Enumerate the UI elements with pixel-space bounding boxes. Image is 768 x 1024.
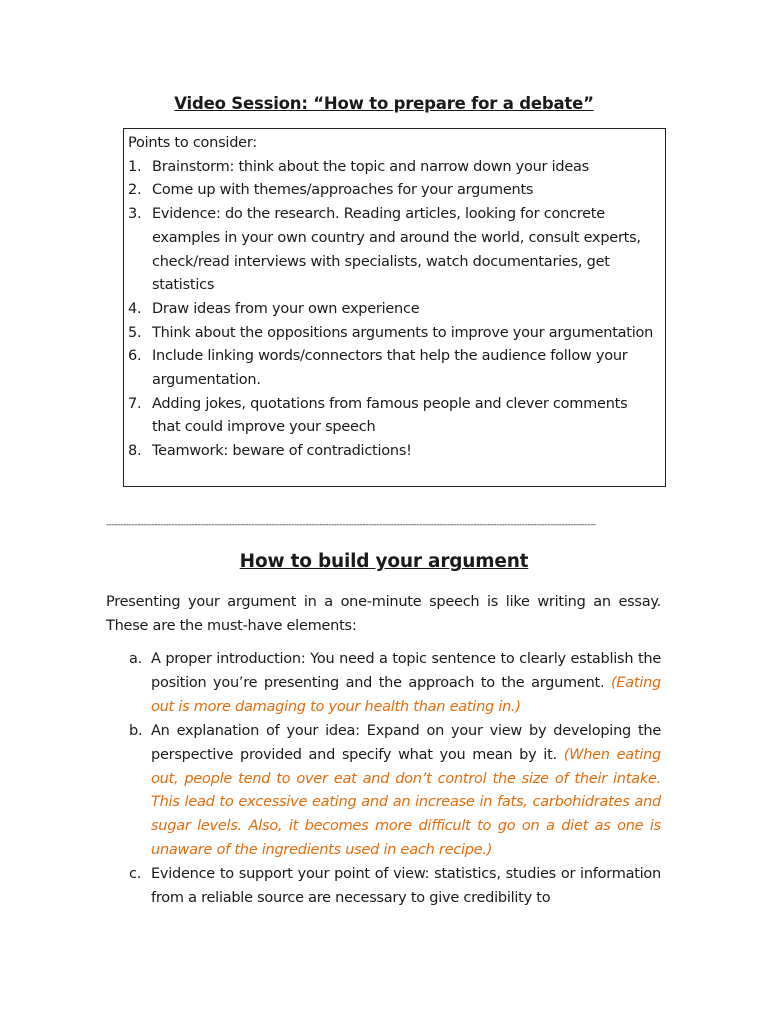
element-letter: b.	[129, 722, 143, 739]
point-text: Come up with themes/approaches for your arguments	[152, 182, 534, 199]
point-item	[128, 322, 665, 346]
intro-paragraph: Presenting your argument in a one-minute speech is like writing an essay. These are the must-have elements:	[106, 594, 661, 634]
point-item	[128, 298, 665, 322]
point-number: 5.	[128, 324, 142, 341]
point-text: Adding jokes, quotations from famous people and clever comments that could improve your speech	[152, 395, 628, 436]
point-number: 2.	[128, 182, 142, 199]
section-divider: ----------------------------------------------------------------------------------------------------------------------------------------------------------------------------	[106, 520, 596, 530]
elements-list	[106, 648, 661, 911]
point-text: Brainstorm: think about the topic and narrow down your ideas	[152, 158, 589, 175]
element-letter: c.	[129, 866, 142, 883]
point-number: 6.	[128, 348, 142, 365]
element-item	[106, 720, 661, 863]
points-list	[128, 156, 665, 464]
point-number: 3.	[128, 206, 142, 223]
points-box	[123, 128, 666, 487]
element-text: Evidence to support your point of view: statistics, studies or information from a reliable source are necessary to give credibility to	[151, 866, 661, 907]
point-text: Evidence: do the research. Reading articles, looking for concrete examples in your own country and around the world, consult experts, check/read interviews with specialists, watch documentaries, get statistics	[152, 206, 641, 294]
element-text: An explanation of your idea: Expand on your view by developing the perspective provided and specify what you mean by it.	[151, 722, 661, 763]
element-text: A proper introduction: You need a topic sentence to clearly establish the position you’re presenting and the approach to the argument.	[151, 651, 661, 691]
point-item	[128, 203, 665, 298]
video-session-title: Video Session: “How to prepare for a debate”	[174, 94, 594, 113]
point-item	[128, 345, 665, 392]
element-example: (Eating out is more damaging to your health than eating in.)	[151, 674, 661, 715]
points-heading: Points to consider:	[128, 135, 257, 151]
point-item	[128, 156, 665, 180]
point-number: 4.	[128, 300, 142, 317]
point-number: 8.	[128, 443, 142, 460]
point-item	[128, 179, 665, 203]
element-example: (When eating out, people tend to over eat and don’t control the size of their intake. This lead to excessive eating and an increase in fats, carbohidrates and sugar levels. Also, it becomes more difficult to go on a diet as one is unaware of the ingredients used in each recipe.)	[151, 746, 661, 859]
element-letter: a.	[129, 651, 142, 667]
point-item	[128, 393, 665, 440]
point-number: 7.	[128, 395, 142, 412]
point-item	[128, 440, 665, 464]
point-text: Teamwork: beware of contradictions!	[152, 443, 412, 460]
point-number: 1.	[128, 158, 142, 175]
element-item	[106, 863, 661, 911]
point-text: Think about the oppositions arguments to improve your argumentation	[152, 324, 654, 341]
build-argument-title: How to build your argument	[239, 551, 529, 572]
point-text: Draw ideas from your own experience	[152, 300, 420, 317]
point-text: Include linking words/connectors that help the audience follow your argumentation.	[152, 348, 628, 389]
element-item	[106, 648, 661, 720]
